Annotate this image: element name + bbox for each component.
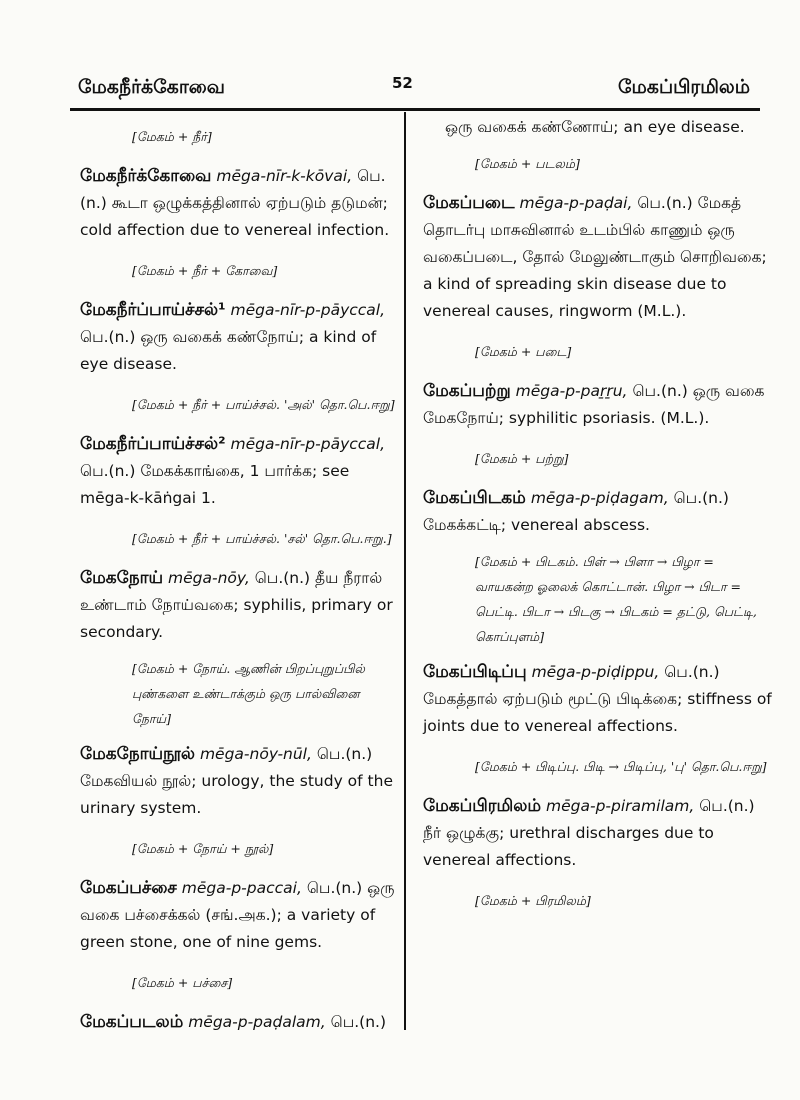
etymology: [மேகம் + நீர்] — [132, 129, 212, 144]
part-of-speech: பெ.(n.) — [80, 328, 136, 346]
headword: மேகப்பிடிப்பு — [423, 662, 527, 682]
part-of-speech: பெ.(n.) — [306, 879, 363, 897]
page-number: 52 — [392, 74, 413, 92]
headword: மேகப்பச்சை — [80, 878, 177, 898]
part-of-speech: பெ.(n.) — [673, 489, 729, 507]
dictionary-entry — [423, 378, 773, 432]
column-divider — [404, 112, 406, 1030]
headword: மேகப்பிடகம் — [423, 488, 526, 508]
dictionary-entry — [80, 163, 396, 244]
dictionary-entry — [423, 793, 773, 874]
transliteration: mēga-nīr-p-pāyccal, — [230, 301, 386, 319]
etymology: [மேகம் + பிரமிலம்] — [475, 893, 591, 908]
header-rule — [70, 108, 760, 111]
definition: மேகக்காங்கை, 1 பார்க்க; see mēga-k-kāṅgai 1. — [80, 462, 350, 507]
running-head-left: மேகநீர்க்கோவை — [78, 76, 225, 98]
transliteration: mēga-p-piramilam, — [546, 797, 695, 815]
etymology: [மேகம் + பிடகம். பிள் → பிளா → பிழா = வாயகன்ற ஓலைக் கொட்டான். பிழா → பிடா = பெட்டி. பிடா → பிடகு → பிடகம் = தட்டு, பெட்டி, கொப்புளம்] — [475, 554, 757, 644]
headword: மேகநீர்ப்பாய்ச்சல்¹ — [80, 300, 226, 320]
definition: ஒரு வகை பச்சைக்கல் (சங்.அக.); a variety of green stone, one of nine gems. — [80, 879, 395, 951]
etymology: [மேகம் + நீர் + கோவை] — [132, 263, 278, 278]
definition: மேகத்தால் ஏற்படும் மூட்டு பிடிக்கை; stiffness of joints due to venereal affections. — [423, 690, 772, 735]
part-of-speech: பெ.(n.) — [316, 745, 373, 763]
etymology: [மேகம் + நீர் + பாய்ச்சல். 'சல்' தொ.பெ.ஈறு.] — [132, 531, 392, 546]
etymology: [மேகம் + நோய். ஆணின் பிறப்புறுப்பில் புண்களை உண்டாக்கும் ஒரு பால்வினை நோய்] — [132, 661, 365, 726]
headword: மேகப்பிரமிலம் — [423, 796, 542, 816]
left-column — [80, 114, 396, 1036]
etymology: [மேகம் + பச்சை] — [132, 975, 233, 990]
definition: மேகவியல் நூல்; urology, the study of the urinary system. — [80, 772, 393, 817]
part-of-speech: பெ.(n.) — [330, 1013, 387, 1031]
definition: மேகக்கட்டி; venereal abscess. — [423, 516, 650, 534]
dictionary-entry — [423, 485, 773, 539]
definition: கூடா ஒழுக்கத்தினால் ஏற்படும் தடுமன்; cold affection due to venereal infection. — [80, 194, 390, 239]
definition: தீய நீரால் உண்டாம் நோய்வகை; syphilis, primary or secondary. — [80, 569, 393, 641]
part-of-speech: பெ.(n.) — [80, 167, 386, 212]
dictionary-entry — [80, 431, 396, 512]
dictionary-entry — [80, 565, 396, 646]
headword: மேகநீர்ப்பாய்ச்சல்² — [80, 434, 226, 454]
transliteration: mēga-nōy-nūl, — [199, 745, 312, 763]
part-of-speech: பெ.(n.) — [637, 194, 693, 212]
dictionary-entry — [80, 875, 396, 956]
definition: மேகத் தொடர்பு மாசுவினால் உடம்பில் காணும் ஒரு வகைப்படை, தோல் மேலுண்டாகும் சொறிவகை; a kind of spreading skin disease due to venereal causes, ringworm (M.L.). — [423, 194, 767, 320]
headword: மேகப்படை — [423, 193, 515, 213]
etymology: [மேகம் + பிடிப்பு. பிடி → பிடிப்பு, 'பு' தொ.பெ.ஈறு] — [475, 759, 767, 774]
transliteration: mēga-nōy, — [168, 569, 250, 587]
transliteration: mēga-nīr-k-kōvai, — [216, 167, 353, 185]
transliteration: mēga-p-paḍalam, — [188, 1013, 326, 1031]
headword: மேகப்பற்று — [423, 381, 511, 401]
dictionary-entry — [423, 659, 773, 740]
etymology: [மேகம் + படலம்] — [475, 156, 580, 171]
right-column — [423, 114, 773, 913]
etymology: [மேகம் + பற்று] — [475, 451, 569, 466]
headword: மேகப்படலம் — [80, 1012, 184, 1032]
headword: மேகநீர்க்கோவை — [80, 166, 212, 186]
definition-continued: ஒரு வகைக் கண்ணோய்; an eye disease. — [445, 118, 745, 136]
transliteration: mēga-p-piḍippu, — [531, 663, 660, 681]
part-of-speech: பெ.(n.) — [632, 382, 688, 400]
dictionary-entry — [423, 190, 773, 325]
part-of-speech: பெ.(n.) — [80, 462, 136, 480]
transliteration: mēga-p-paccai, — [181, 879, 302, 897]
transliteration: mēga-p-paṟṟu, — [515, 382, 628, 400]
transliteration: mēga-p-paḍai, — [519, 194, 633, 212]
definition: நீர் ஒழுக்கு; urethral discharges due to venereal affections. — [423, 824, 714, 869]
dictionary-entry — [80, 297, 396, 378]
definition: ஒரு வகை மேகநோய்; syphilitic psoriasis. (M.L.). — [423, 382, 765, 427]
dictionary-entry — [80, 1009, 396, 1036]
part-of-speech: பெ.(n.) — [254, 569, 311, 587]
headword: மேகநோய் — [80, 568, 164, 588]
etymology: [மேகம் + நோய் + நூல்] — [132, 841, 274, 856]
part-of-speech: பெ.(n.) — [699, 797, 755, 815]
etymology: [மேகம் + நீர் + பாய்ச்சல். 'அல்' தொ.பெ.ஈறு] — [132, 397, 395, 412]
definition: ஒரு வகைக் கண்நோய்; a kind of eye disease. — [80, 328, 377, 373]
dictionary-entry — [80, 741, 396, 822]
etymology: [மேகம் + படை] — [475, 344, 572, 359]
headword: மேகநோய்நூல் — [80, 744, 196, 764]
transliteration: mēga-p-piḍagam, — [530, 489, 669, 507]
part-of-speech: பெ.(n.) — [664, 663, 720, 681]
running-head-right: மேகப்பிரமிலம் — [618, 76, 750, 98]
transliteration: mēga-nīr-p-pāyccal, — [230, 435, 386, 453]
